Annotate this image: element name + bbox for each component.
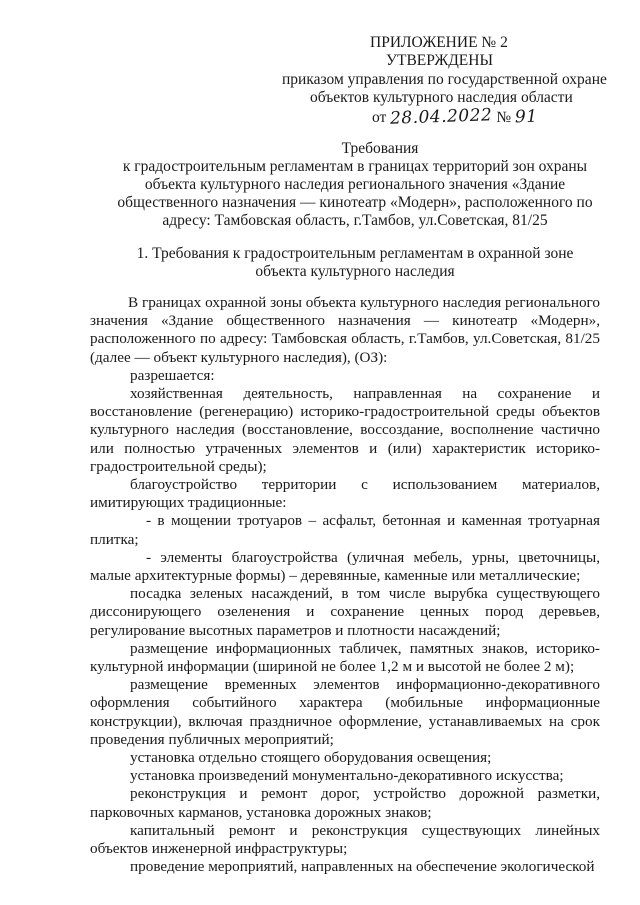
- document-body: [90, 294, 600, 877]
- paragraph: капитальный ремонт и реконструкция существующих линейных объектов инженерной инфраструктуры;: [90, 821, 600, 858]
- order-date-handwritten: 28.04.2022: [389, 105, 493, 129]
- document-title: [60, 140, 640, 230]
- order-line-1: приказом управления по государственной охране: [282, 71, 607, 88]
- paragraph: В границах охранной зоны объекта культурного наследия регионального значения «Здание общественного назначения — кинотеатр «Модерн», расположенного по адресу: Тамбовская область, г.Тамбов, ул.Советская, 81/25 (далее — объект культурного наследия), (ОЗ):: [90, 294, 600, 366]
- title-line: объекта культурного наследия регионального значения «Здание: [144, 176, 566, 193]
- section-title-line: объекта культурного наследия: [255, 263, 455, 280]
- paragraph: хозяйственная деятельность, направленная на сохранение и восстановление (регенерацию) историко-градостроительной среды объектов культурного наследия (восстановление, воссоздание, восполнение частично или полностью утраченных элементов и (или) характеристик историко-градостроительной среды);: [90, 385, 600, 475]
- order-number-handwritten: 91: [514, 106, 539, 128]
- paragraph: посадка зеленых насаждений, в том числе вырубка существующего диссонирующего озеленения и сохранение ценных пород деревьев, регулирование высотных параметров и плотности насаждений;: [90, 585, 600, 639]
- title-line: общественного назначения — кинотеатр «Модерн», расположенного по: [117, 194, 593, 211]
- paragraph: установка отдельно стоящего оборудования освещения;: [130, 749, 492, 767]
- title-heading: Требования: [341, 140, 419, 157]
- title-line: к градостроительным регламентам в границах территорий зон охраны: [122, 158, 588, 175]
- section-1-title: [60, 245, 640, 281]
- paragraph: размещение информационных табличек, памятных знаков, историко-культурной информации (шириной не более 1,2 м и высотой не более 2 м);: [90, 639, 600, 676]
- paragraph: установка произведений монументально-декоративного искусства;: [130, 767, 564, 785]
- section-title-line: 1. Требования к градостроительным регламентам в охранной зоне: [136, 245, 574, 262]
- paragraph: разрешается:: [130, 366, 215, 384]
- appendix-number: ПРИЛОЖЕНИЕ № 2: [370, 34, 508, 51]
- paragraph: проведение мероприятий, направленных на обеспечение экологической: [130, 858, 595, 876]
- order-prefix: от: [372, 109, 387, 126]
- paragraph: - элементы благоустройства (уличная мебель, урны, цветочницы, малые архитектурные формы) – деревянные, каменные или металлические;: [90, 548, 600, 585]
- approved-label: УТВЕРЖДЕНЫ: [386, 52, 493, 69]
- order-number-sign: №: [496, 109, 512, 126]
- title-line: адресу: Тамбовская область, г.Тамбов, ул.Советская, 81/25: [162, 212, 548, 229]
- paragraph: реконструкция и ремонт дорог, устройство дорожной разметки, парковочных карманов, установка дорожных знаков;: [90, 785, 600, 821]
- order-line-2: объектов культурного наследия области: [310, 89, 573, 106]
- order-date-line: [372, 105, 539, 129]
- paragraph: - в мощении тротуаров – асфальт, бетонная и каменная тротуарная плитка;: [90, 512, 600, 548]
- paragraph: благоустройство территории с использованием материалов, имитирующих традиционные:: [90, 476, 600, 512]
- paragraph: размещение временных элементов информационно-декоративного оформления событийного характера (мобильные информационные конструкции), включая праздничное оформление, устанавливаемых на срок проведения публичных мероприятий;: [90, 676, 600, 748]
